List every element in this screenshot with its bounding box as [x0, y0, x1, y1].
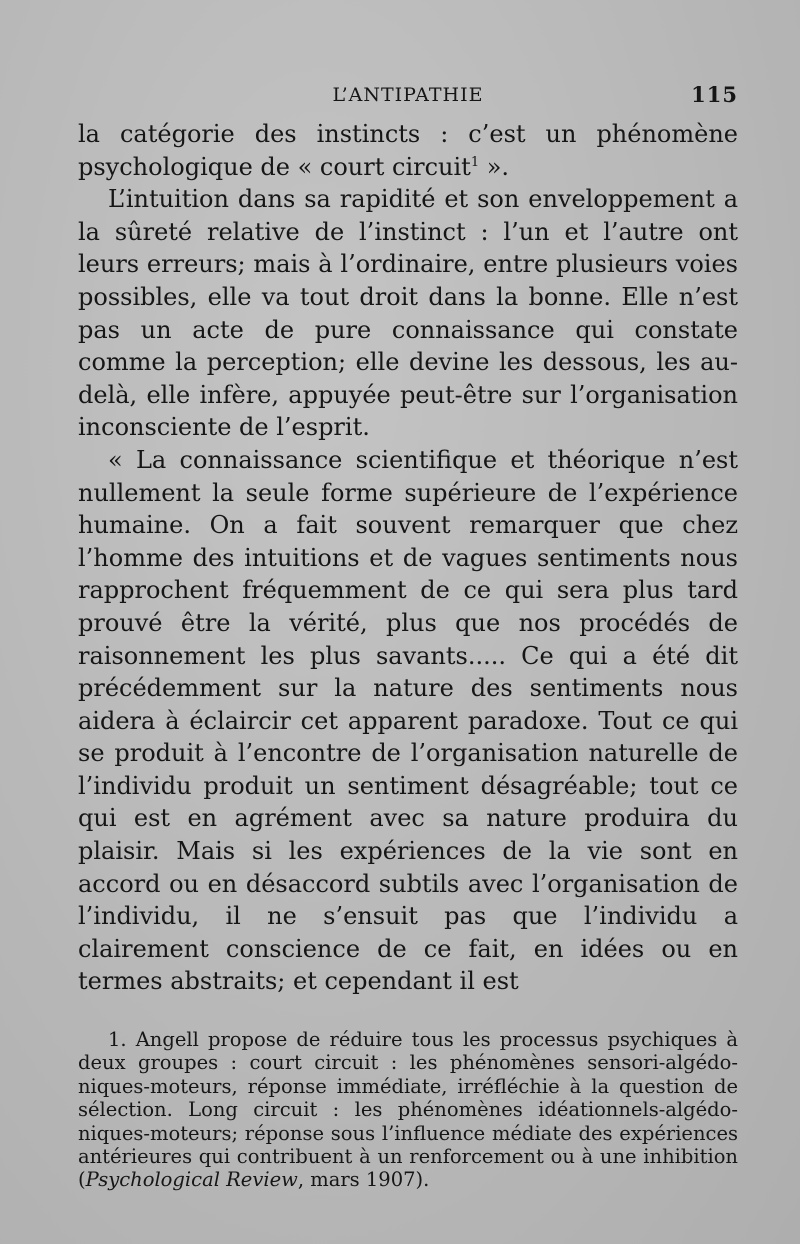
main-text — [78, 118, 738, 998]
paragraph-continued — [78, 118, 738, 183]
book-page — [78, 78, 738, 1192]
footnote-text: Angell propose de réduire tous les processus psychiques à deux groupes : court circuit : les phénomènes sensori-algédoniques-moteurs, réponse immédiate, irréfléchie à la question de sélection. Long circuit : les phénomènes idéationnels-algédoniques-moteurs; réponse sous l’influence médiate des expériences antérieures qui contribuent à un renforcement ou à une inhibition ( — [78, 1028, 738, 1192]
running-title: L’ANTIPATHIE — [332, 84, 484, 106]
paragraph-intuition: L’intuition dans sa rapidité et son enveloppement a la sûreté relative de l’instinct : l’un et l’autre ont leurs erreurs; mais à l’ordinaire, entre plusieurs voies possibles, elle va tout droit dans la bonne. Elle n’est pas un acte de pure connaissance qui constate comme la perception; elle devine les dessous, les au-delà, elle infère, appuyée peut-être sur l’organisation inconsciente de l’esprit. — [78, 185, 738, 442]
footnote-journal-title: Psychological Review — [85, 1168, 298, 1192]
footnote-marker: 1. — [108, 1028, 127, 1051]
paragraph-quotation: « La connaissance scientifique et théorique n’est nullement la seule forme supérieure de l’expérience humaine. On a fait souvent remarquer que chez l’homme des intuitions et de vagues sentiments nous rapprochent fréquemment de ce qui sera plus tard prouvé être la vérité, plus que nos procédés de raisonnement les plus savants..... Ce qui a été dit précédemment sur la nature des sentiments nous aidera à éclaircir cet apparent paradoxe. Tout ce qui se produit à l’encontre de l’organisation naturelle de l’individu produit un sentiment désagréable; tout ce qui est en agrément avec sa nature produira du plaisir. Mais si les expériences de la vie sont en accord ou en désaccord subtils avec l’organisation de l’individu, il ne s’ensuit pas que l’individu a clairement conscience de ce fait, en idées ou en termes abstraits; et cependant il est — [78, 445, 738, 996]
footnote-reference: 1 — [470, 154, 480, 170]
footnote — [78, 1028, 738, 1192]
running-head — [78, 78, 738, 108]
paragraph-1-end: ». — [479, 152, 510, 181]
paragraph-1-text: la catégorie des instincts : c’est un phénomène psychologique de « court circuit — [78, 120, 738, 181]
footnote-text-end: , mars 1907). — [297, 1168, 430, 1192]
page-number: 115 — [691, 82, 738, 107]
